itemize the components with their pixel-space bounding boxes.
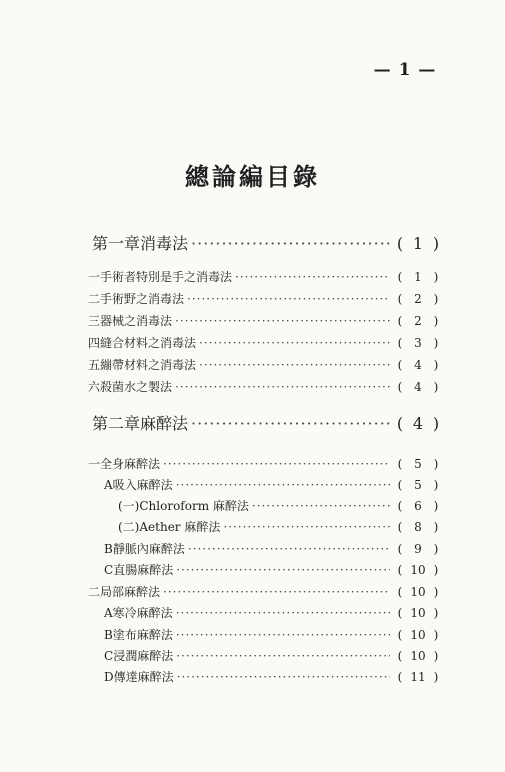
paren-close: ): [433, 563, 439, 577]
toc-number: 四: [88, 336, 101, 350]
toc-page-number: 4: [414, 358, 422, 372]
toc-page-number: 4: [412, 414, 424, 433]
dot-leader: [235, 270, 390, 284]
toc-chapter-row: [0, 411, 505, 434]
toc-row: [0, 268, 505, 285]
toc-page-number: 3: [414, 336, 422, 350]
toc-number: C: [104, 649, 114, 663]
toc-page-number: 4: [414, 380, 422, 394]
toc-label: 寒冷麻醉法: [112, 606, 173, 620]
toc-number: C: [104, 563, 114, 577]
toc-label: 局部麻醉法: [100, 585, 161, 599]
toc-label: 浸潤麻醉法: [113, 649, 174, 663]
toc-label: 直腸麻醉法: [113, 563, 174, 577]
paren-close: ): [433, 628, 439, 642]
dot-leader: [176, 478, 390, 492]
toc-page-ref: [393, 336, 443, 350]
paren-open: (: [397, 563, 403, 577]
toc-row: [0, 604, 505, 621]
toc-chapter-row: [0, 231, 505, 254]
toc-number: 第一章: [92, 234, 141, 253]
toc-label: 縫合材料之消毒法: [100, 336, 197, 350]
dot-leader: [176, 649, 390, 663]
toc-page-ref: [393, 542, 443, 556]
toc-number: 一: [88, 457, 101, 471]
paren-close: ): [433, 585, 439, 599]
toc-row: [0, 583, 505, 600]
toc-label: 塗布麻醉法: [112, 628, 173, 642]
paren-open: (: [397, 380, 403, 394]
paren-close: ): [433, 270, 439, 284]
toc-page-ref: [393, 563, 443, 577]
toc-page-number: 9: [414, 542, 422, 556]
dot-leader: [223, 520, 390, 534]
dot-leader: [188, 542, 390, 556]
toc-number: B: [104, 628, 113, 642]
toc-page-number: 10: [410, 628, 426, 642]
toc-page-ref: [393, 628, 443, 642]
paren-close: ): [433, 292, 439, 306]
dot-leader: [199, 358, 390, 372]
toc-page-ref: [393, 380, 443, 394]
toc-page-number: 5: [414, 478, 422, 492]
paren-open: (: [397, 649, 403, 663]
paren-open: (: [396, 234, 404, 253]
paren-open: (: [397, 670, 403, 684]
dot-leader: [191, 234, 390, 253]
toc-row: [0, 497, 505, 514]
toc-number: 六: [88, 380, 101, 394]
paren-close: ): [433, 336, 439, 350]
toc-page-ref: [393, 457, 443, 471]
toc-label: 靜脈內麻醉法: [112, 542, 185, 556]
dot-leader: [187, 292, 390, 306]
toc-row: [0, 626, 505, 643]
toc-label: 吸入麻醉法: [112, 478, 173, 492]
toc-page-number: 2: [414, 314, 422, 328]
toc-page-ref: [393, 414, 443, 433]
toc-page-number: 10: [410, 585, 426, 599]
toc-page-number: 1: [412, 234, 424, 253]
toc-row: [0, 290, 505, 307]
toc-page-ref: [393, 499, 443, 513]
toc-page-number: 1: [414, 270, 422, 284]
paren-close: ): [432, 234, 440, 253]
toc-page-number: 10: [410, 606, 426, 620]
toc-number: 二: [88, 292, 101, 306]
toc-number: 五: [88, 358, 101, 372]
toc-row: [0, 476, 505, 493]
paren-close: ): [433, 358, 439, 372]
toc-row: [0, 334, 505, 351]
paren-open: (: [397, 628, 403, 642]
toc-label: Aether 麻醉法: [139, 520, 221, 534]
toc-row: [0, 356, 505, 373]
dot-leader: [191, 414, 390, 433]
toc-label: 消毒法: [140, 234, 189, 253]
toc-number: 三: [88, 314, 101, 328]
toc-label: 手術者特別是手之消毒法: [100, 270, 233, 284]
paren-open: (: [397, 606, 403, 620]
toc-page-ref: [393, 314, 443, 328]
paren-close: ): [433, 314, 439, 328]
toc-row: [0, 378, 505, 395]
toc-number: 二: [88, 585, 101, 599]
paren-close: ): [433, 649, 439, 663]
paren-open: (: [397, 314, 403, 328]
toc-row: [0, 647, 505, 664]
paren-open: (: [397, 585, 403, 599]
paren-close: ): [432, 414, 440, 433]
toc-page-ref: [393, 478, 443, 492]
dot-leader: [175, 380, 390, 394]
page-title: 總論編目錄: [185, 162, 320, 191]
toc-page-ref: [393, 292, 443, 306]
toc-label: 麻醉法: [140, 414, 189, 433]
dot-leader: [176, 563, 390, 577]
paren-close: ): [433, 606, 439, 620]
toc-label: 手術野之消毒法: [100, 292, 185, 306]
dot-leader: [176, 628, 390, 642]
paren-close: ): [433, 478, 439, 492]
dot-leader: [177, 670, 390, 684]
toc-number: (二): [118, 520, 140, 534]
toc-page-number: 5: [414, 457, 422, 471]
paren-close: ): [433, 499, 439, 513]
toc-label: 殺菌水之製法: [100, 380, 173, 394]
toc-page-ref: [393, 270, 443, 284]
toc-page-number: 10: [410, 649, 426, 663]
toc-page-ref: [393, 358, 443, 372]
toc-page-ref: [393, 585, 443, 599]
toc-page-number: 6: [414, 499, 422, 513]
toc-page-ref: [393, 520, 443, 534]
dot-leader: [176, 606, 390, 620]
paren-open: (: [397, 270, 403, 284]
paren-open: (: [397, 336, 403, 350]
toc-page-number: 8: [414, 520, 422, 534]
toc-row: [0, 668, 505, 685]
toc-page-number: 2: [414, 292, 422, 306]
toc-label: 器械之消毒法: [100, 314, 173, 328]
dot-leader: [252, 499, 390, 513]
toc-page-ref: [393, 649, 443, 663]
dot-leader: [163, 585, 390, 599]
toc-number: D: [104, 670, 114, 684]
toc-number: (一): [118, 499, 140, 513]
paren-close: ): [433, 542, 439, 556]
toc-label: Chloroform 麻醉法: [139, 499, 249, 513]
paren-close: ): [433, 457, 439, 471]
paren-open: (: [397, 478, 403, 492]
toc-number: A: [104, 478, 113, 492]
toc-row: [0, 561, 505, 578]
toc-page-ref: [393, 670, 443, 684]
paren-close: ): [433, 520, 439, 534]
dot-leader: [199, 336, 390, 350]
paren-close: ): [433, 670, 439, 684]
toc-page-number: 11: [410, 670, 426, 684]
toc-number: A: [104, 606, 113, 620]
toc-row: [0, 455, 505, 472]
toc-row: [0, 540, 505, 557]
toc-row: [0, 312, 505, 329]
toc-row: [0, 518, 505, 535]
paren-open: (: [397, 499, 403, 513]
toc-label: 傳達麻醉法: [113, 670, 174, 684]
toc-number: B: [104, 542, 113, 556]
paren-open: (: [396, 414, 404, 433]
paren-open: (: [397, 292, 403, 306]
toc-label: 全身麻醉法: [100, 457, 161, 471]
paren-close: ): [433, 380, 439, 394]
paren-open: (: [397, 457, 403, 471]
paren-open: (: [397, 358, 403, 372]
toc-page-number: 10: [410, 563, 426, 577]
toc-page-ref: [393, 606, 443, 620]
paren-open: (: [397, 542, 403, 556]
dot-leader: [163, 457, 390, 471]
toc-number: 一: [88, 270, 101, 284]
paren-open: (: [397, 520, 403, 534]
dot-leader: [175, 314, 390, 328]
toc-label: 繃帶材料之消毒法: [100, 358, 197, 372]
toc-number: 第二章: [92, 414, 141, 433]
page-number: — 1 —: [373, 60, 437, 80]
toc-page-ref: [393, 234, 443, 253]
